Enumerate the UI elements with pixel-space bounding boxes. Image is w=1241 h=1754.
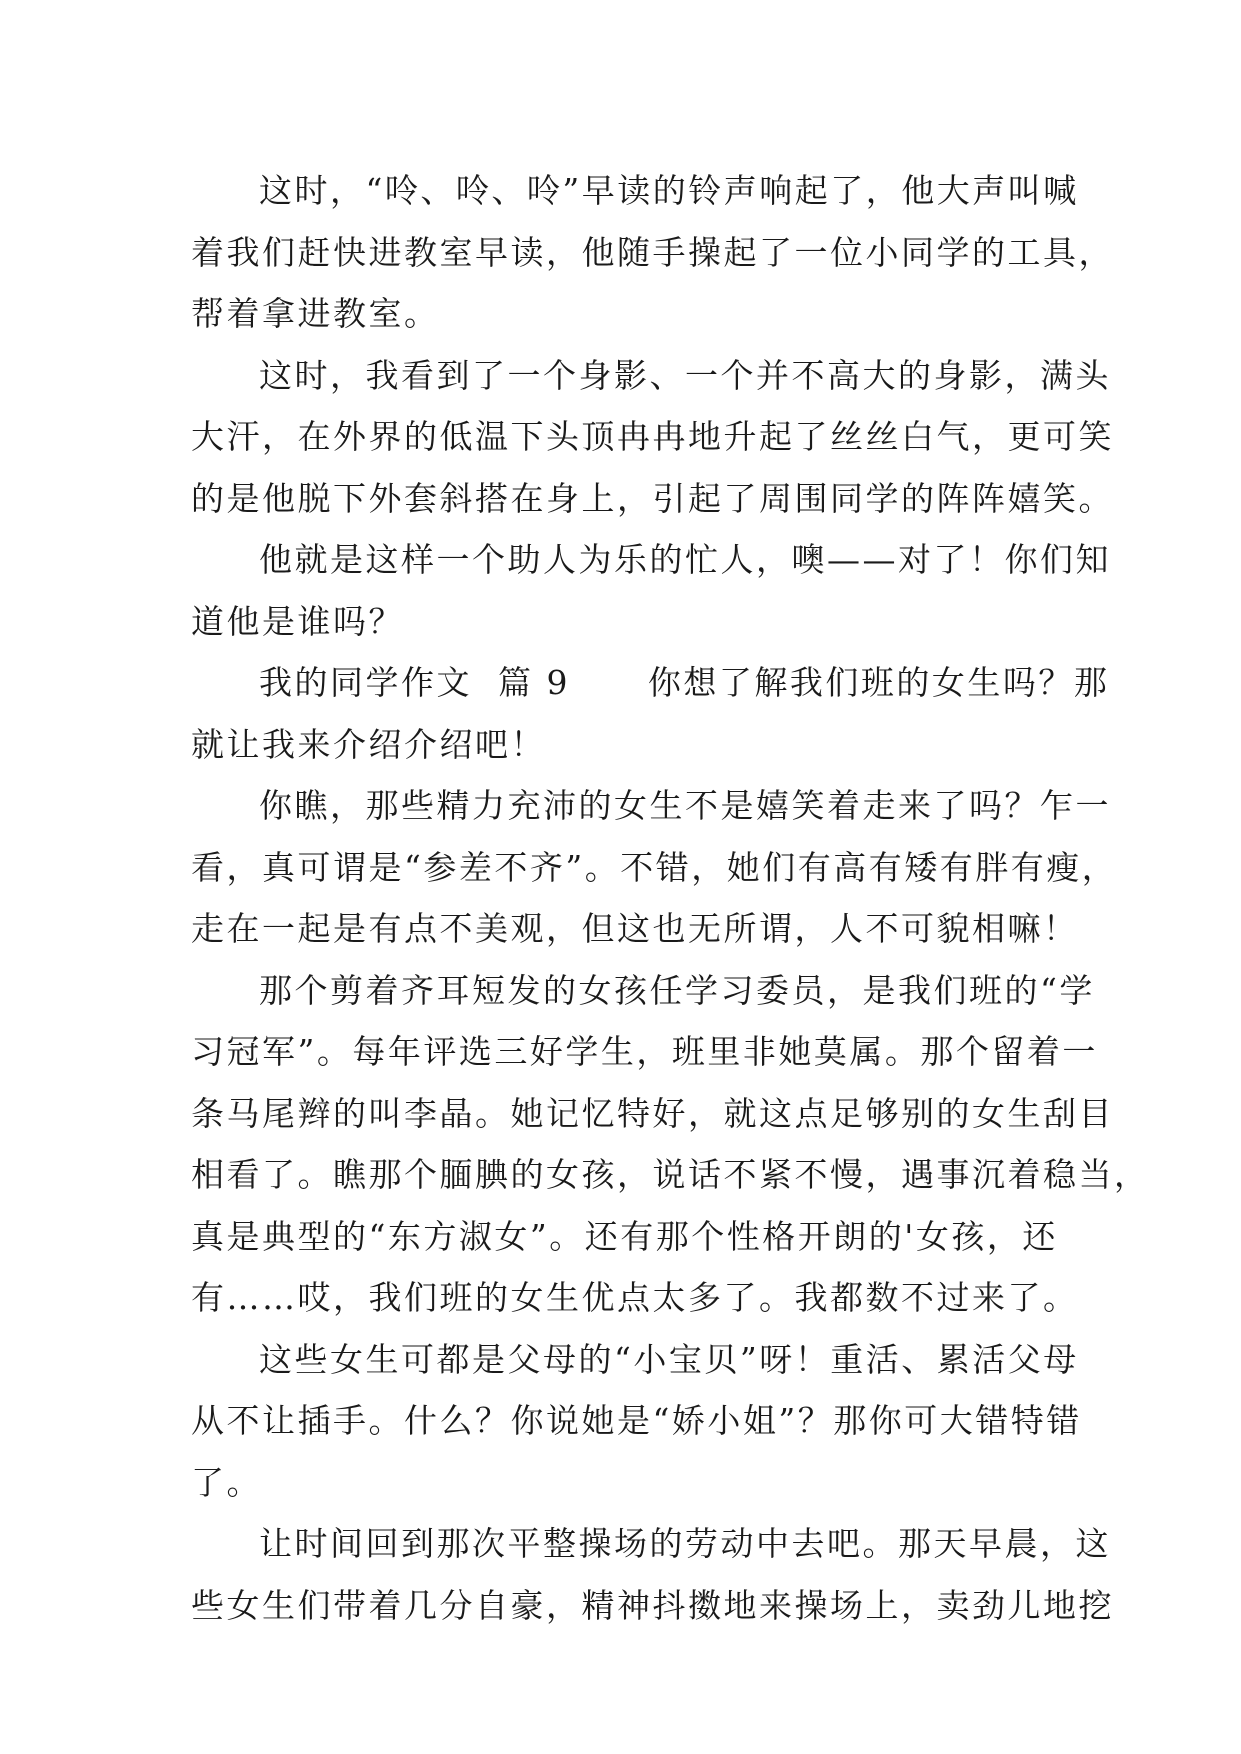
text-line: 条马尾辫的叫李晶。她记忆特好，就这点足够别的女生刮目 bbox=[191, 1093, 1114, 1133]
text-line: 你瞧，那些精力充沛的女生不是嬉笑着走来了吗？乍一 bbox=[259, 786, 1111, 825]
text-line: 这时，我看到了一个身影、一个并不高大的身影，满头 bbox=[259, 355, 1111, 395]
text-line: 看，真可谓是“参差不齐”。不错，她们有高有矮有胖有瘦， bbox=[191, 847, 1118, 887]
text-line: 帮着拿进教室。 bbox=[191, 294, 440, 333]
text-line: 道他是谁吗？ bbox=[191, 601, 404, 641]
text-line: 让时间回到那次平整操场的劳动中去吧。那天早晨，这 bbox=[259, 1524, 1111, 1563]
section-heading-line: 我的同学作文 篇 9 你想了解我们班的女生吗？那 bbox=[259, 663, 1110, 702]
text-line: 习冠军”。每年评选三好学生，班里非她莫属。那个留着一 bbox=[191, 1032, 1098, 1071]
text-line: 的是他脱下外套斜搭在身上，引起了周围同学的阵阵嬉笑。 bbox=[191, 478, 1114, 518]
text-line: 真是典型的“东方淑女”。还有那个性格开朗的'女孩，还 bbox=[191, 1216, 1058, 1256]
text-line: 这些女生可都是父母的“小宝贝”呀！重活、累活父母 bbox=[259, 1339, 1079, 1379]
text-line: 那个剪着齐耳短发的女孩任学习委员，是我们班的“学 bbox=[259, 970, 1095, 1010]
text-line: 他就是这样一个助人为乐的忙人，噢——对了！你们知 bbox=[259, 540, 1111, 579]
text-line: 走在一起是有点不美观，但这也无所谓，人不可貌相嘛！ bbox=[191, 909, 1079, 948]
text-line: 相看了。瞧那个腼腆的女孩，说话不紧不慢，遇事沉着稳当， bbox=[191, 1155, 1150, 1194]
text-line: 这时，“呤、呤、呤”早读的铃声响起了，他大声叫喊 bbox=[259, 171, 1079, 210]
text-line: 有……哎，我们班的女生优点太多了。我都数不过来了。 bbox=[191, 1278, 1079, 1317]
text-line: 就让我来介绍介绍吧！ bbox=[191, 724, 546, 764]
text-line: 从不让插手。什么？你说她是“娇小姐”？那你可大错特错 bbox=[191, 1401, 1082, 1440]
text-line: 些女生们带着几分自豪，精神抖擞地来操场上，卖劲儿地挖 bbox=[191, 1585, 1114, 1625]
essay-body bbox=[191, 160, 1150, 1636]
text-line: 大汗，在外界的低温下头顶冉冉地升起了丝丝白气，更可笑 bbox=[191, 417, 1114, 456]
text-line: 着我们赶快进教室早读，他随手操起了一位小同学的工具， bbox=[191, 232, 1114, 272]
text-line: 了。 bbox=[191, 1462, 262, 1502]
